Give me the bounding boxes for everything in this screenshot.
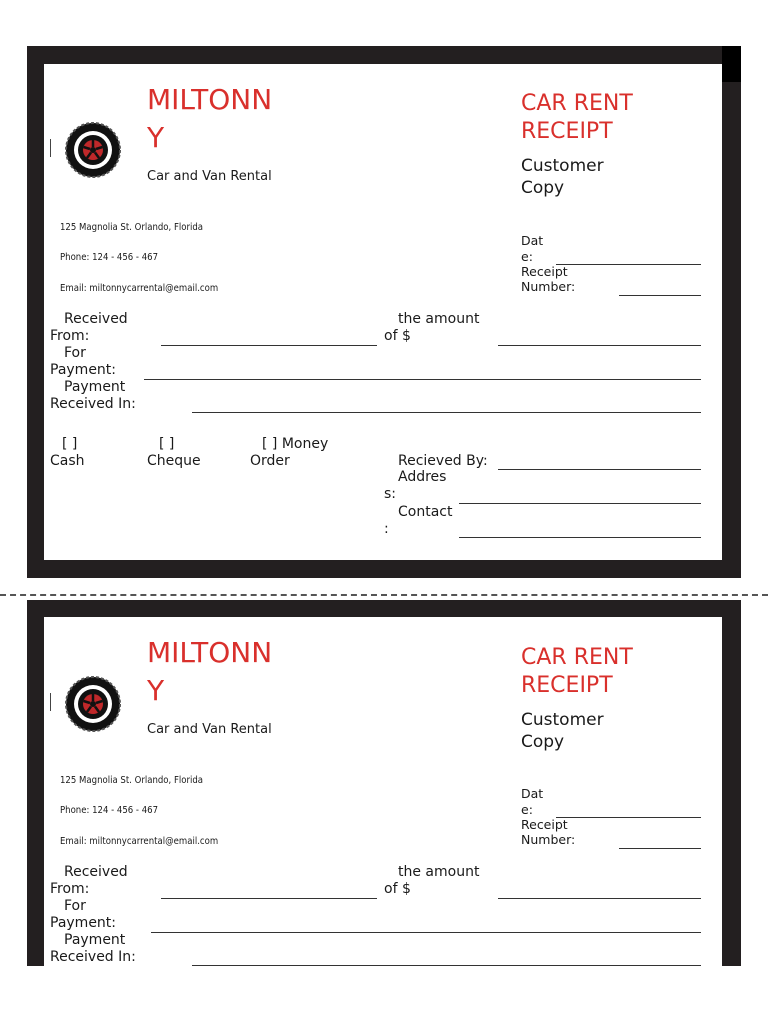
date-field[interactable]: [556, 264, 701, 265]
contact-field[interactable]: [459, 537, 701, 538]
cash-option[interactable]: [ ] Cash: [50, 436, 85, 469]
received-by-label: Recieved By:: [398, 453, 488, 469]
received-from-field[interactable]: [161, 345, 377, 346]
date-field[interactable]: [556, 817, 701, 818]
address-label: Addres s:: [384, 469, 447, 502]
received-from-field[interactable]: [161, 898, 377, 899]
company-tagline: Car and Van Rental: [147, 722, 272, 737]
payment-received-in-label: Payment Received In:: [50, 379, 136, 412]
contact-label: Contact :: [384, 504, 453, 537]
tire-logo-icon: [64, 675, 122, 733]
company-email: Email: miltonnycarrental@email.com: [60, 283, 219, 294]
for-payment-label: For Payment:: [50, 898, 117, 931]
amount-field[interactable]: [498, 345, 701, 346]
company-address: 125 Magnolia St. Orlando, Florida: [60, 775, 204, 786]
date-label: Dat e:: [521, 786, 544, 817]
date-label: Dat e:: [521, 233, 544, 264]
copy-label: Customer Copy: [521, 156, 604, 198]
receipt-title: CAR RENT RECEIPT: [521, 645, 633, 698]
receipt-title: CAR RENT RECEIPT: [521, 91, 633, 144]
amount-label: the amount of $: [384, 311, 480, 344]
payment-received-in-label: Payment Received In:: [50, 932, 136, 965]
received-from-label: Received From:: [50, 311, 128, 344]
company-email: Email: miltonnycarrental@email.com: [60, 836, 219, 847]
company-tagline: Car and Van Rental: [147, 169, 272, 184]
amount-label: the amount of $: [384, 864, 480, 897]
receipt-number-field[interactable]: [619, 295, 701, 296]
payment-received-in-field[interactable]: [192, 412, 701, 413]
company-address: 125 Magnolia St. Orlando, Florida: [60, 222, 204, 233]
cut-line: [0, 594, 768, 596]
receipt-frame-strip: [0, 966, 768, 1024]
copy-label: Customer Copy: [521, 710, 604, 752]
receipt-frame-tab: [722, 46, 741, 82]
money-order-option[interactable]: [ ] Money Order: [250, 436, 329, 469]
receipt-number-field[interactable]: [619, 848, 701, 849]
for-payment-field[interactable]: [144, 379, 701, 380]
cheque-option[interactable]: [ ] Cheque: [147, 436, 201, 469]
for-payment-field[interactable]: [151, 932, 701, 933]
company-phone: Phone: 124 - 456 - 467: [60, 805, 159, 816]
company-phone: Phone: 124 - 456 - 467: [60, 252, 159, 263]
receipt-number-label: Receipt Number:: [521, 817, 576, 847]
address-field[interactable]: [459, 503, 701, 504]
company-name: MILTONN Y: [147, 636, 273, 707]
received-from-label: Received From:: [50, 864, 128, 897]
for-payment-label: For Payment:: [50, 345, 117, 378]
text-cursor: [50, 139, 51, 157]
received-by-field[interactable]: [498, 469, 701, 470]
text-cursor: [50, 693, 51, 711]
tire-logo-icon: [64, 121, 122, 179]
company-name: MILTONN Y: [147, 83, 273, 154]
amount-field[interactable]: [498, 898, 701, 899]
receipt-number-label: Receipt Number:: [521, 264, 576, 294]
payment-received-in-field[interactable]: [192, 965, 701, 966]
